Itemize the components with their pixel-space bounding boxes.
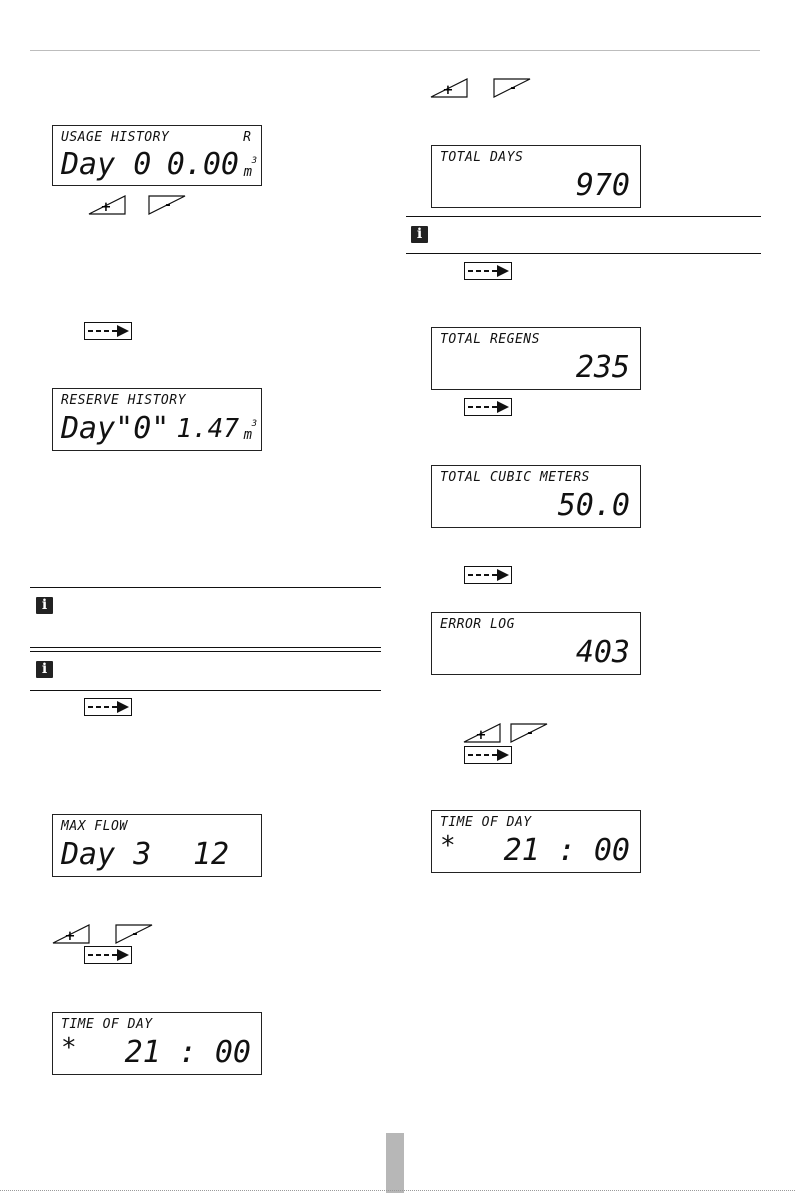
lcd-time-of-day [431, 810, 641, 873]
lcd-day: Day 0 [61, 147, 152, 182]
header-rule [30, 50, 760, 51]
info-icon: i [36, 597, 53, 614]
note-rule [30, 690, 381, 691]
info-icon: i [36, 661, 53, 678]
lcd-title: USAGE HISTORY [61, 130, 170, 145]
lcd-day: Day"0" [61, 411, 170, 446]
lcd-value: 970 [575, 168, 630, 203]
lcd-unit: m [243, 427, 252, 443]
note-rule [30, 651, 381, 652]
note-rule [30, 587, 381, 588]
lcd-total-days [431, 145, 641, 208]
lcd-max-flow [52, 814, 262, 877]
svg-text:+: + [442, 83, 454, 98]
lcd-title: TOTAL DAYS [440, 150, 524, 165]
lcd-title: TIME OF DAY [61, 1017, 153, 1032]
minus-key-icon [510, 723, 548, 743]
svg-text:-: - [527, 726, 533, 741]
next-arrow-key-icon [464, 398, 512, 416]
plus-key-icon [430, 78, 468, 98]
lcd-total-cubic-meters [431, 465, 641, 528]
lcd-unit-exponent: 3 [251, 419, 257, 429]
svg-text:-: - [510, 81, 516, 96]
bottom-dotted-rule [0, 1190, 795, 1191]
note-rule [406, 253, 761, 254]
lcd-usage-history [52, 125, 262, 186]
next-arrow-key-icon [84, 698, 132, 716]
lcd-unit-exponent: 3 [251, 156, 257, 166]
plus-key-icon [52, 924, 90, 944]
lcd-unit: m [243, 164, 252, 180]
lcd-time: 21 : 00 [503, 833, 630, 868]
lcd-flow: 12 [193, 837, 230, 872]
lcd-volume: 0.00 [166, 147, 239, 182]
lcd-day: Day 3 [61, 837, 152, 872]
next-arrow-key-icon [84, 946, 132, 964]
lcd-volume: 1.47 [176, 414, 239, 444]
svg-text:+: + [100, 200, 112, 215]
next-arrow-key-icon [464, 262, 512, 280]
lcd-title: TOTAL CUBIC METERS [440, 470, 590, 485]
lcd-value: 235 [575, 350, 630, 385]
plus-key-icon [88, 195, 126, 215]
lcd-edit-star: * [440, 831, 456, 861]
lcd-total-regens [431, 327, 641, 390]
svg-text:-: - [165, 198, 171, 213]
minus-key-icon [115, 924, 153, 944]
minus-key-icon [148, 195, 186, 215]
next-arrow-key-icon [84, 322, 132, 340]
lcd-value: 403 [575, 635, 630, 670]
lcd-edit-star: * [61, 1033, 77, 1063]
next-arrow-key-icon [464, 746, 512, 764]
note-rule [406, 216, 761, 217]
lcd-time-of-day [52, 1012, 262, 1075]
lcd-title: ERROR LOG [440, 617, 515, 632]
svg-text:-: - [132, 927, 138, 942]
minus-key-icon [493, 78, 531, 98]
lcd-time: 21 : 00 [124, 1035, 251, 1070]
lcd-title: MAX FLOW [61, 819, 128, 834]
page-tab-marker [386, 1133, 404, 1193]
svg-text:+: + [475, 728, 487, 743]
lcd-title: TOTAL REGENS [440, 332, 540, 347]
info-icon: i [411, 226, 428, 243]
lcd-value: 50.0 [557, 488, 630, 523]
plus-key-icon [463, 723, 501, 743]
next-arrow-key-icon [464, 566, 512, 584]
lcd-reserve-history [52, 388, 262, 451]
lcd-error-log [431, 612, 641, 675]
lcd-reserve-mark: R [243, 130, 251, 145]
lcd-title: TIME OF DAY [440, 815, 532, 830]
lcd-title: RESERVE HISTORY [61, 393, 186, 408]
note-rule [30, 647, 381, 648]
svg-text:+: + [64, 929, 76, 944]
